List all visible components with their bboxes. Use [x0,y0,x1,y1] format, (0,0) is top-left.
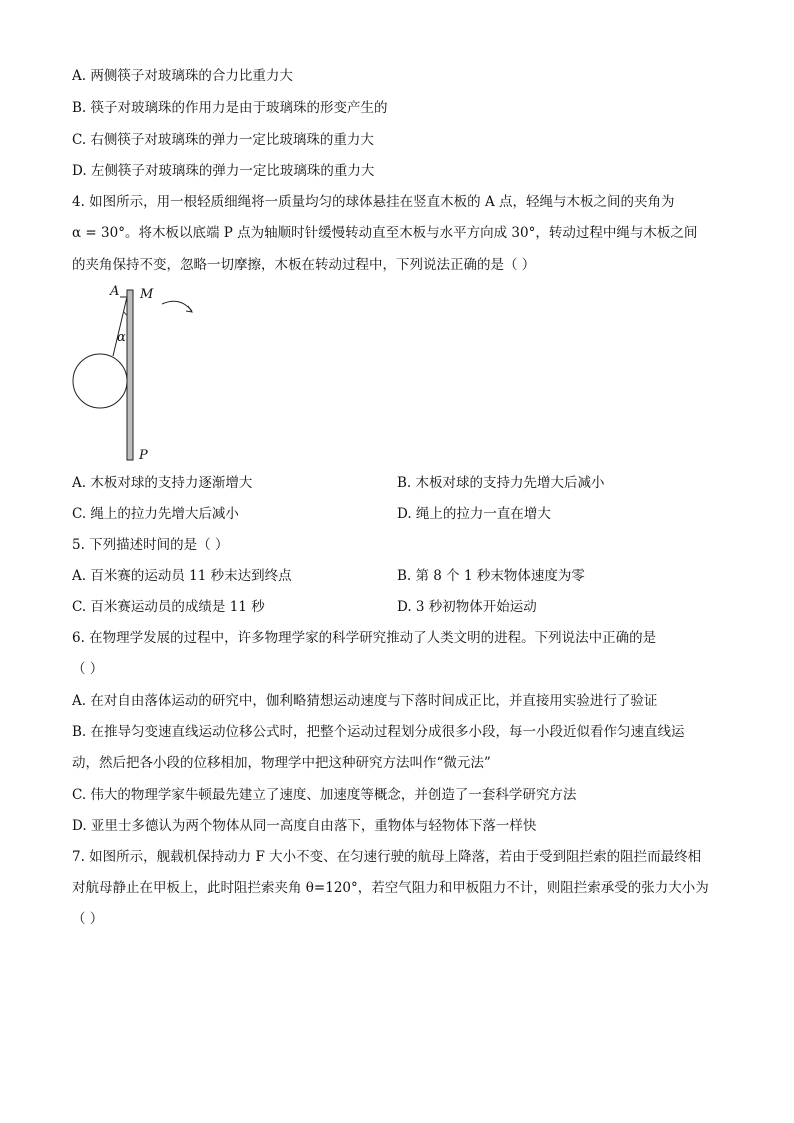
q7-stem-line-3: （ ） [72,911,104,927]
q6-stem-line-2: （ ） [72,661,104,677]
q6-option-b-line-1: B. 在推导匀变速直线运动位移公式时，把整个运动过程划分成很多小段，每一小段近似看作匀速直线运 [72,724,685,740]
q5-option-d: D. 3 秒初物体开始运动 [397,599,537,615]
q5-stem: 5. 下列描述时间的是（ ） [72,537,229,553]
q3-option-a: A. 两侧筷子对玻璃珠的合力比重力大 [72,68,293,84]
q5-option-a: A. 百米赛的运动员 11 秒末达到终点 [72,568,292,584]
q3-option-c: C. 右侧筷子对玻璃珠的弹力一定比玻璃珠的重力大 [72,132,374,148]
label-a: A [110,284,120,299]
q4-option-a: A. 木板对球的支持力逐渐增大 [72,475,253,491]
q6-option-c: C. 伟大的物理学家牛顿最先建立了速度、加速度等概念，并创造了一套科学研究方法 [72,787,577,803]
q3-option-b: B. 筷子对玻璃珠的作用力是由于玻璃珠的形变产生的 [72,100,388,116]
rope [113,297,127,356]
q7-stem-line-2: 对航母静止在甲板上，此时阻拦索夹角 θ=120°，若空气阻力和甲板阻力不计，则阻拦索承受的张力大小为 [72,880,709,896]
label-p: P [139,448,148,462]
ball [73,354,127,408]
q4-figure [70,282,210,462]
q6-option-d: D. 亚里士多德认为两个物体从同一高度自由落下，重物体与轻物体下落一样快 [72,818,537,834]
rotation-arrow-icon [162,301,192,311]
q4-option-c: C. 绳上的拉力先增大后减小 [72,506,239,522]
q3-option-d: D. 左侧筷子对玻璃珠的弹力一定比玻璃珠的重力大 [72,163,375,179]
q6-option-b-line-2: 动，然后把各小段的位移相加，物理学中把这种研究方法叫作“微元法” [72,755,491,771]
q4-option-b: B. 木板对球的支持力先增大后减小 [397,475,605,491]
q4-option-d: D. 绳上的拉力一直在增大 [397,506,551,522]
q5-option-b: B. 第 8 个 1 秒末物体速度为零 [397,568,585,584]
q5-option-c: C. 百米赛运动员的成绩是 11 秒 [72,599,265,615]
arrowhead [186,306,192,312]
wooden-board [127,290,133,460]
label-alpha: α [117,330,126,345]
q6-stem-line-1: 6. 在物理学发展的过程中，许多物理学家的科学研究推动了人类文明的进程。下列说法中正确的是 [72,630,657,646]
q4-stem-line-1: 4. 如图所示，用一根轻质细绳将一质量均匀的球体悬挂在竖直木板的 A 点，轻绳与木板之间的夹角为 [72,194,675,210]
q6-option-a: A. 在对自由落体运动的研究中，伽利略猜想运动速度与下落时间成正比，并直接用实验进行了验证 [72,693,658,709]
label-m: M [140,287,154,302]
q7-stem-line-1: 7. 如图所示，舰载机保持动力 F 大小不变、在匀速行驶的航母上降落，若由于受到阻拦索的阻拦而最终相 [72,849,702,865]
q4-stem-line-2: α = 30°。将木板以底端 P 点为轴顺时针缓慢转动直至木板与水平方向成 30°，转动过程中绳与木板之间 [72,225,698,241]
q4-stem-line-3: 的夹角保持不变，忽略一切摩擦，木板在转动过程中，下列说法正确的是（ ） [72,257,536,273]
